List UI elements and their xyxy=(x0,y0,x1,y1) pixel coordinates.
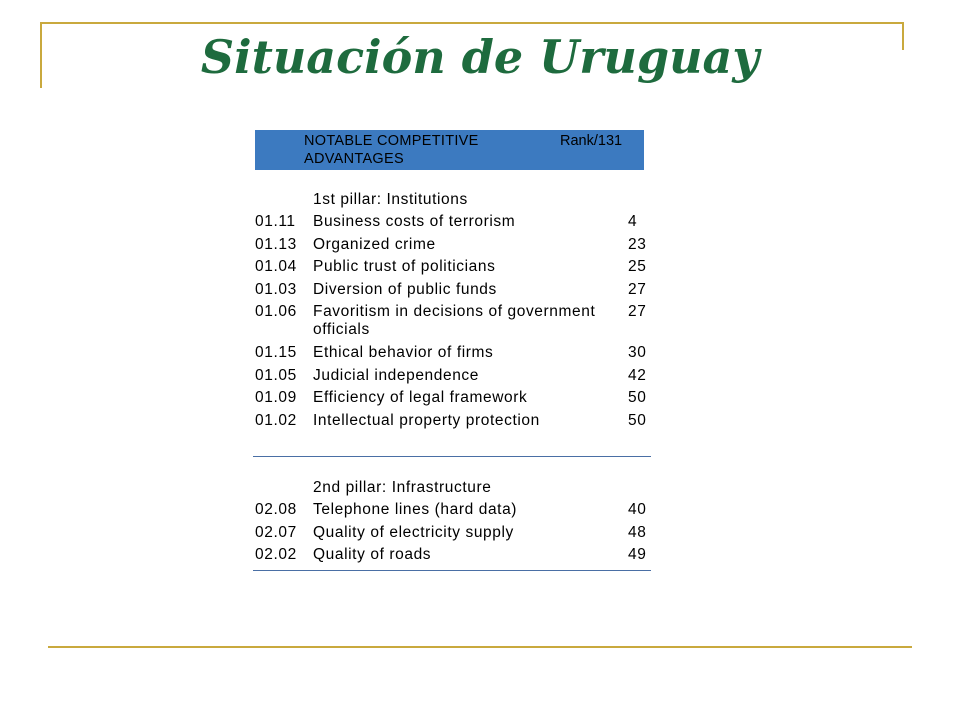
row-code: 01.06 xyxy=(255,303,297,320)
row-rank: 4 xyxy=(628,213,638,230)
row-code: 01.05 xyxy=(255,367,297,384)
header-rank-label: Rank/131 xyxy=(560,133,623,149)
table-bottom-rule xyxy=(253,570,651,571)
decorative-top-rule xyxy=(40,22,904,24)
row-rank: 50 xyxy=(628,412,647,429)
row-code: 02.02 xyxy=(255,546,297,563)
row-description: Public trust of politicians xyxy=(313,258,496,275)
row-code: 02.08 xyxy=(255,501,297,518)
row-description: Telephone lines (hard data) xyxy=(313,501,518,518)
row-description: Efficiency of legal framework xyxy=(313,389,528,406)
row-description: Business costs of terrorism xyxy=(313,213,516,230)
section-divider xyxy=(253,456,651,457)
row-description: Quality of roads xyxy=(313,546,432,563)
row-rank: 27 xyxy=(628,281,647,298)
row-rank: 49 xyxy=(628,546,647,563)
row-rank: 50 xyxy=(628,389,647,406)
row-description: Ethical behavior of firms xyxy=(313,344,494,361)
row-description: Quality of electricity supply xyxy=(313,524,514,541)
row-rank: 40 xyxy=(628,501,647,518)
row-code: 01.11 xyxy=(255,213,296,230)
row-code: 01.04 xyxy=(255,258,297,275)
row-rank: 27 xyxy=(628,303,647,320)
slide-title: Situación de Uruguay xyxy=(200,30,760,84)
row-code: 01.09 xyxy=(255,389,297,406)
row-rank: 25 xyxy=(628,258,647,275)
row-rank: 42 xyxy=(628,367,647,384)
row-code: 02.07 xyxy=(255,524,297,541)
row-rank: 23 xyxy=(628,236,647,253)
pillar-heading: 1st pillar: Institutions xyxy=(313,191,468,208)
table-header xyxy=(255,130,644,170)
row-code: 01.15 xyxy=(255,344,297,361)
row-rank: 48 xyxy=(628,524,647,541)
row-code: 01.03 xyxy=(255,281,297,298)
row-description: Judicial independence xyxy=(313,367,479,384)
decorative-bottom-rule xyxy=(48,646,912,648)
pillar-heading: 2nd pillar: Infrastructure xyxy=(313,479,492,496)
header-label: NOTABLE COMPETITIVE ADVANTAGES xyxy=(304,133,479,167)
row-description: Organized crime xyxy=(313,236,436,253)
row-code: 01.13 xyxy=(255,236,297,253)
row-code: 01.02 xyxy=(255,412,297,429)
row-description: Intellectual property protection xyxy=(313,412,540,429)
row-description: Favoritism in decisions of government officials xyxy=(313,303,596,338)
row-rank: 30 xyxy=(628,344,647,361)
row-description: Diversion of public funds xyxy=(313,281,497,298)
